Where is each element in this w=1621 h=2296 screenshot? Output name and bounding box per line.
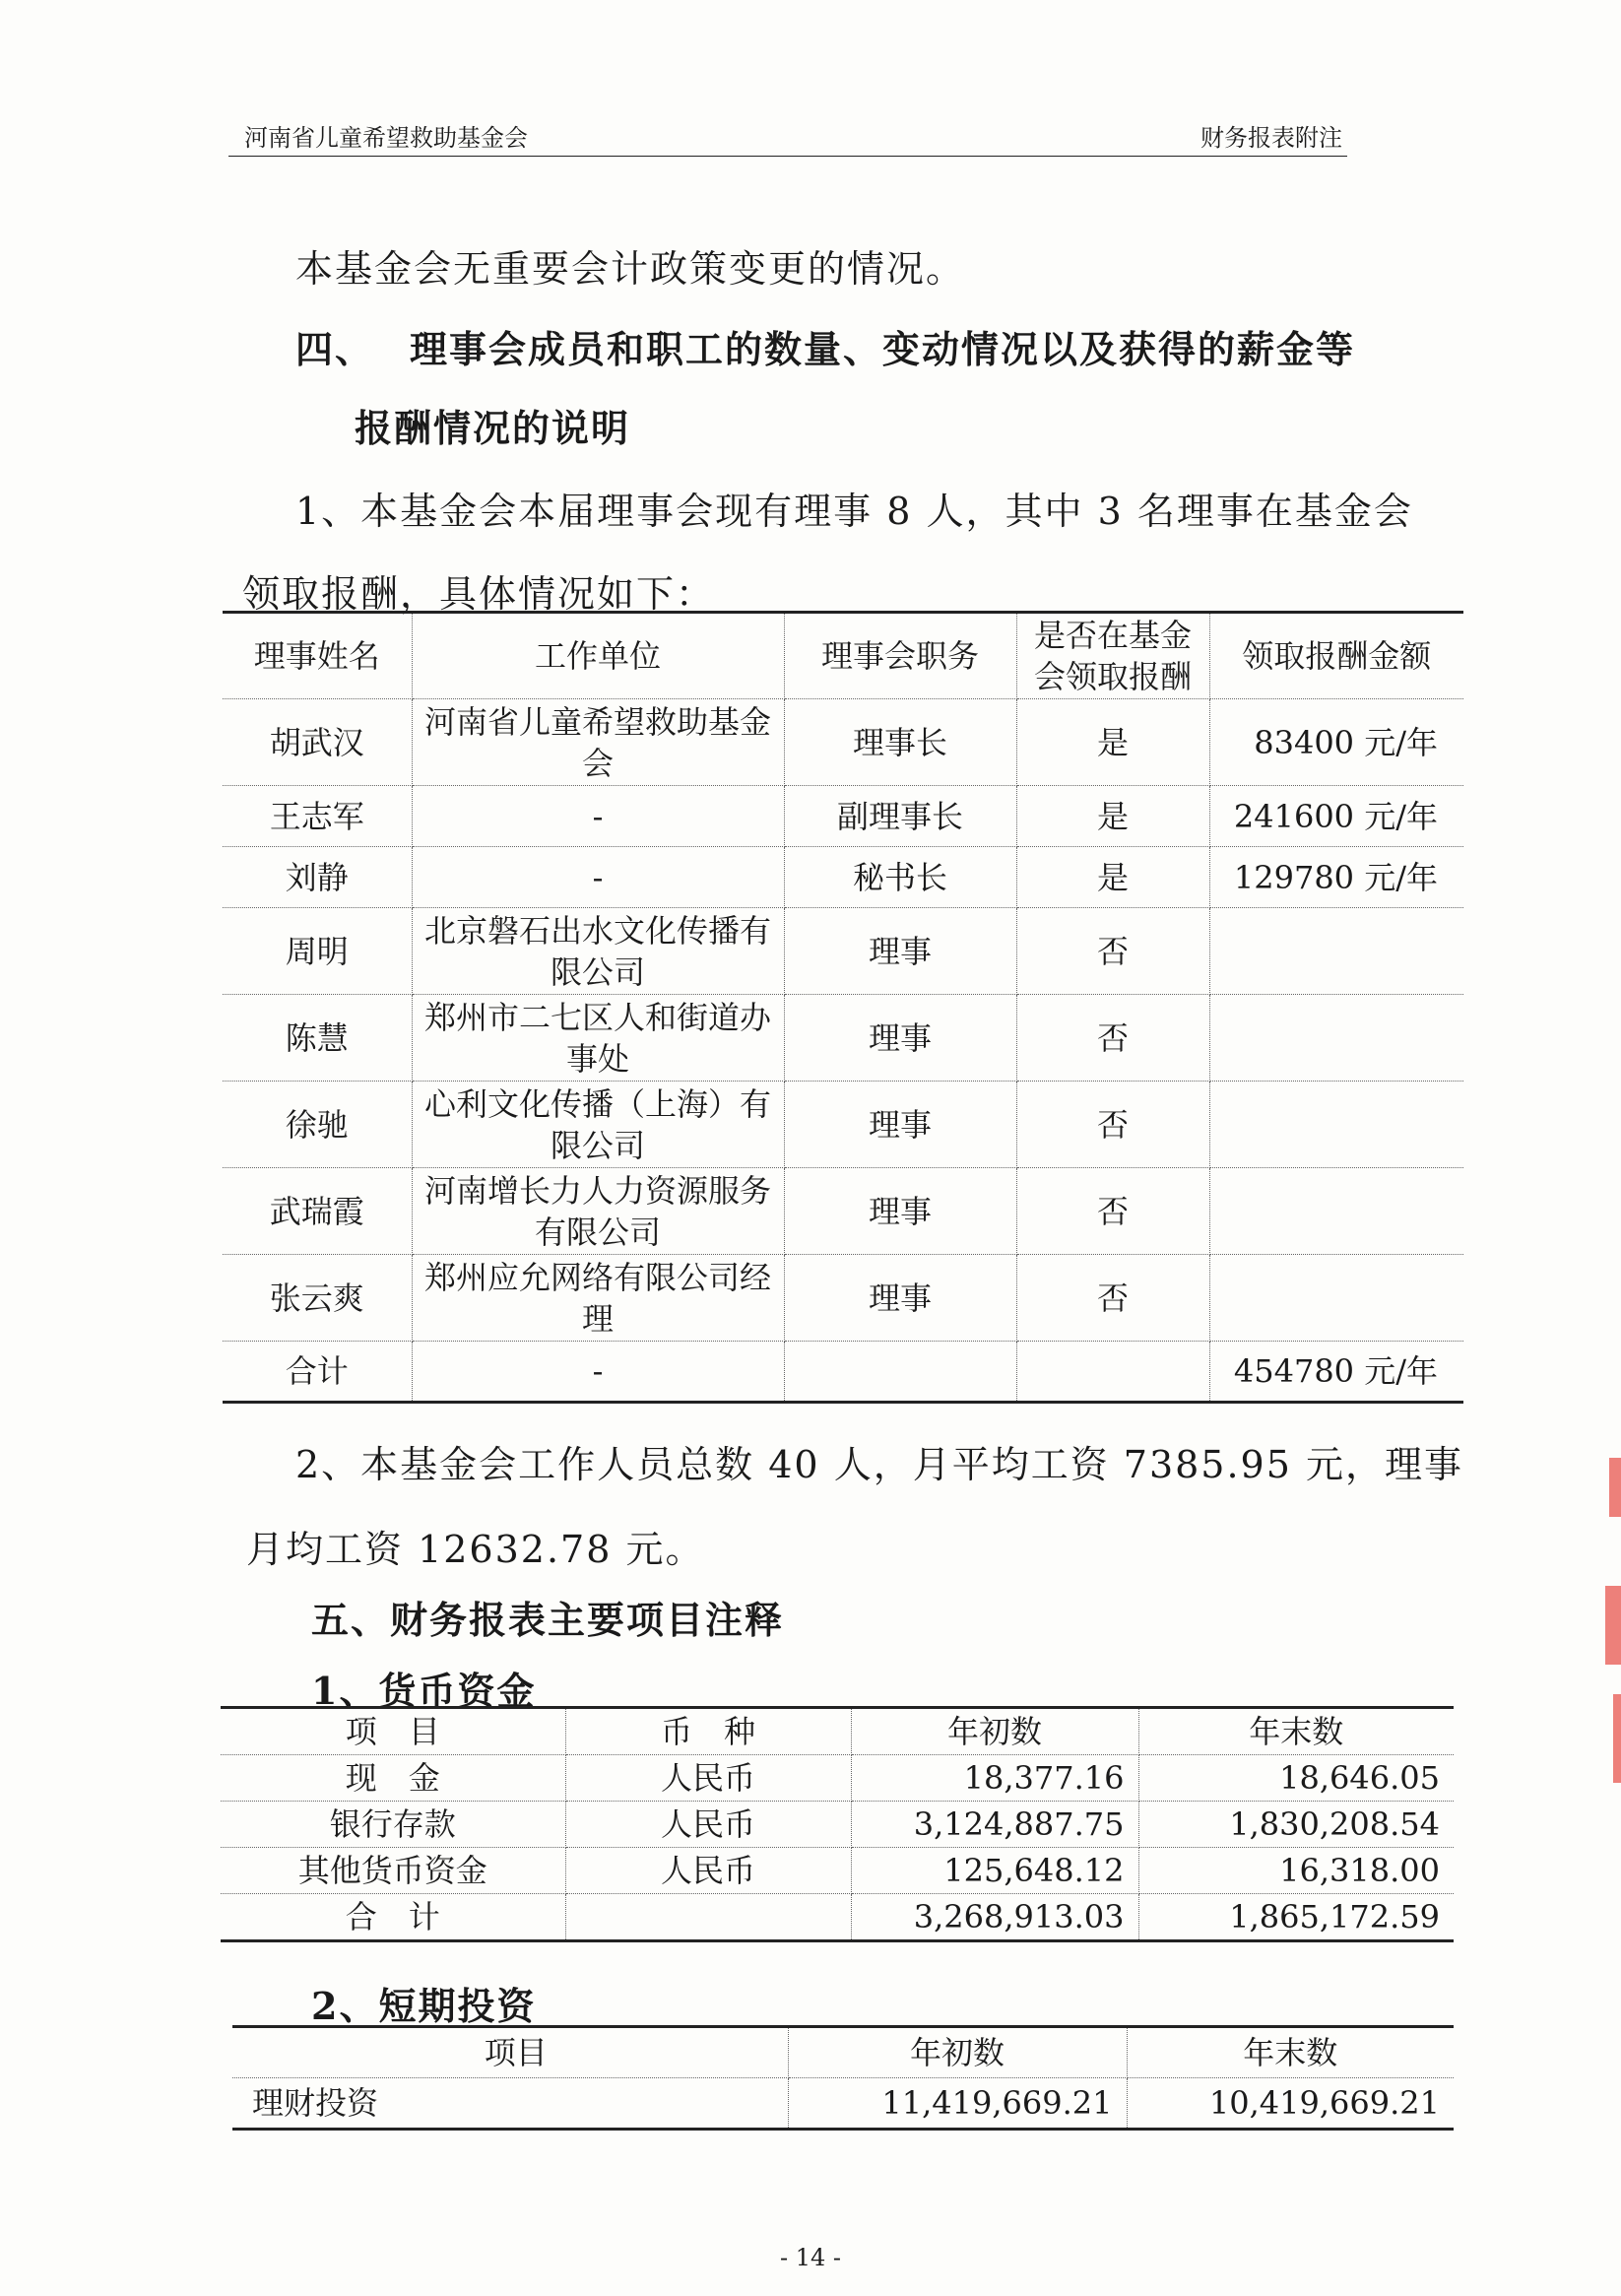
table-row [223,908,1463,995]
table-header-row [221,1708,1454,1755]
col-header-position: 理事会职务 [784,613,1016,699]
header-doc-title: 财务报表附注 [1200,124,1342,152]
table-row [232,2078,1454,2130]
col-header-end: 年末数 [1127,2027,1454,2078]
cell-paid: 否 [1016,1168,1209,1255]
policy-note: 本基金会无重要会计政策变更的情况。 [295,247,966,291]
cell-amount: 129780 元/年 [1209,847,1463,908]
section-4-title-line1: 理事会成员和职工的数量、变动情况以及获得的薪金等 [410,327,1356,371]
cell-position: 副理事长 [784,786,1016,847]
cell-amount: 83400 元/年 [1209,699,1463,786]
cell-position: 理事 [784,1082,1016,1168]
col-header-currency: 币 种 [565,1708,851,1755]
section-4-title-line2: 报酬情况的说明 [355,406,631,450]
cell-currency: 人民币 [565,1848,851,1894]
cell-paid: 否 [1016,1082,1209,1168]
cell-paid: 否 [1016,908,1209,995]
cell-end: 16,318.00 [1138,1848,1454,1894]
cell-paid: 是 [1016,847,1209,908]
cell-employer: 心利文化传播（上海）有限公司 [412,1082,784,1168]
col-header-item: 项 目 [221,1708,565,1755]
cell-position [784,1342,1016,1403]
stamp-fragment [1613,1694,1621,1783]
cell-item: 现 金 [221,1755,565,1802]
cell-position: 理事 [784,908,1016,995]
cell-position: 理事长 [784,699,1016,786]
table-header-row [232,2027,1454,2078]
cell-paid: 否 [1016,995,1209,1082]
cell-begin: 125,648.12 [851,1848,1138,1894]
cell-item: 合 计 [221,1894,565,1941]
table-row [223,847,1463,908]
col-header-end: 年末数 [1138,1708,1454,1755]
table-row [223,995,1463,1082]
cell-name: 武瑞霞 [223,1168,412,1255]
cell-employer: - [412,1342,784,1403]
stamp-fragment [1609,1458,1621,1517]
cell-employer: - [412,786,784,847]
table-row [223,786,1463,847]
header-org: 河南省儿童希望救助基金会 [244,124,528,152]
cell-name: 陈慧 [223,995,412,1082]
table-row [221,1755,1454,1802]
cell-item: 银行存款 [221,1802,565,1848]
stamp-fragment [1605,1586,1621,1665]
page-number: - 14 - [779,2244,841,2271]
section-4-number: 四、 [295,327,375,371]
table-header-row [223,613,1463,699]
cell-item: 理财投资 [232,2078,788,2130]
cell-begin: 11,419,669.21 [788,2078,1127,2130]
cell-employer: 郑州市二七区人和街道办事处 [412,995,784,1082]
table-row [221,1848,1454,1894]
cell-name: 王志军 [223,786,412,847]
cell-employer: - [412,847,784,908]
table-row [223,1168,1463,1255]
cell-name: 周明 [223,908,412,995]
cell-name: 合计 [223,1342,412,1403]
directors-table [223,611,1463,1404]
col-header-name: 理事姓名 [223,613,412,699]
cell-amount [1209,1168,1463,1255]
cell-amount [1209,1082,1463,1168]
section-5-1-title: 1、货币资金 [311,1669,537,1713]
cell-amount [1209,1255,1463,1342]
cell-employer: 北京磐石出水文化传播有限公司 [412,908,784,995]
investment-table [232,2025,1454,2131]
cell-begin: 3,268,913.03 [851,1894,1138,1941]
cell-amount: 241600 元/年 [1209,786,1463,847]
table-total-row [223,1342,1463,1403]
header-rule [228,156,1347,157]
cash-table [221,1706,1454,1942]
cell-begin: 3,124,887.75 [851,1802,1138,1848]
cell-item: 其他货币资金 [221,1848,565,1894]
table-total-row [221,1894,1454,1941]
cell-name: 徐驰 [223,1082,412,1168]
cell-position: 秘书长 [784,847,1016,908]
cell-name: 张云爽 [223,1255,412,1342]
cell-end: 1,865,172.59 [1138,1894,1454,1941]
staff-paragraph-line2: 月均工资 12632.78 元。 [246,1528,705,1571]
cell-amount [1209,908,1463,995]
cell-employer: 河南省儿童希望救助基金会 [412,699,784,786]
cell-paid: 是 [1016,786,1209,847]
col-header-paid: 是否在基金会领取报酬 [1016,613,1209,699]
cell-paid: 否 [1016,1255,1209,1342]
col-header-item: 项目 [232,2027,788,2078]
cell-end: 18,646.05 [1138,1755,1454,1802]
cell-currency: 人民币 [565,1755,851,1802]
col-header-begin: 年初数 [788,2027,1127,2078]
cell-currency: 人民币 [565,1802,851,1848]
table-row [223,699,1463,786]
col-header-amount: 领取报酬金额 [1209,613,1463,699]
section-5-title: 五、财务报表主要项目注释 [311,1598,785,1642]
cell-paid: 是 [1016,699,1209,786]
table-row [223,1255,1463,1342]
col-header-begin: 年初数 [851,1708,1138,1755]
cell-name: 胡武汉 [223,699,412,786]
cell-paid [1016,1342,1209,1403]
cell-name: 刘静 [223,847,412,908]
cell-end: 10,419,669.21 [1127,2078,1454,2130]
table-row [221,1802,1454,1848]
cell-position: 理事 [784,995,1016,1082]
table-row [223,1082,1463,1168]
directors-paragraph-line1: 1、本基金会本届理事会现有理事 8 人，其中 3 名理事在基金会 [295,490,1413,533]
col-header-employer: 工作单位 [412,613,784,699]
cell-employer: 河南增长力人力资源服务有限公司 [412,1168,784,1255]
section-5-2-title: 2、短期投资 [311,1984,537,2028]
cell-employer: 郑州应允网络有限公司经理 [412,1255,784,1342]
cell-currency [565,1894,851,1941]
cell-position: 理事 [784,1168,1016,1255]
cell-position: 理事 [784,1255,1016,1342]
cell-begin: 18,377.16 [851,1755,1138,1802]
cell-end: 1,830,208.54 [1138,1802,1454,1848]
cell-amount [1209,995,1463,1082]
staff-paragraph-line1: 2、本基金会工作人员总数 40 人，月平均工资 7385.95 元，理事 [295,1443,1463,1486]
directors-paragraph-line2: 领取报酬，具体情况如下： [242,572,716,616]
cell-amount: 454780 元/年 [1209,1342,1463,1403]
